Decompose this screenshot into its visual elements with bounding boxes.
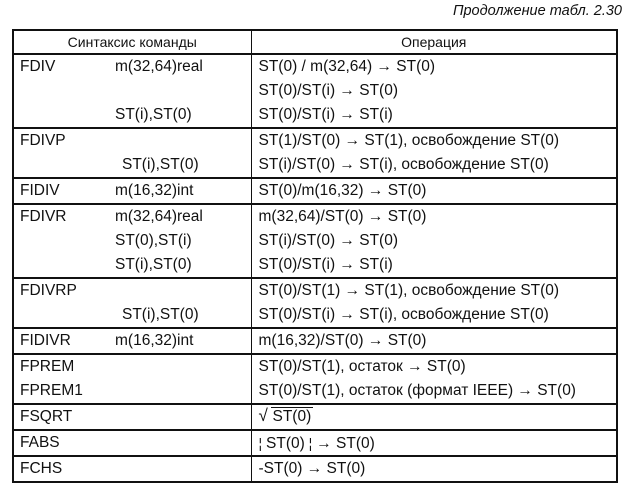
abs-bar: ¦: [258, 435, 267, 451]
operation-line: [252, 355, 617, 379]
operation-cell: [251, 404, 617, 430]
syntax-cell: [13, 54, 251, 128]
table-row: [13, 54, 617, 128]
operation-line: [252, 229, 617, 253]
syntax-line: [14, 79, 251, 103]
mnemonic: FIDIVR: [20, 332, 71, 349]
operation-text: ST(0)/m(16,32) → ST(0): [258, 182, 427, 199]
table-row: [13, 354, 617, 404]
operation-text: ST(0)/ST(1) → ST(1), освобождение ST(0): [258, 282, 560, 299]
syntax-cell: [13, 178, 251, 204]
syntax-line: [14, 279, 251, 303]
operation-text: ST(0)/ST(i) → ST(0): [258, 82, 398, 99]
syntax-line: [14, 55, 251, 79]
operation-cell: [251, 278, 617, 328]
mnemonic: FPREM: [20, 358, 75, 375]
syntax-cell: [13, 278, 251, 328]
operation-line: [252, 205, 617, 229]
operand: m(32,64)real: [115, 208, 203, 225]
operation-line: [252, 405, 617, 429]
sqrt-operand: ST(0): [272, 408, 312, 425]
table-row: [13, 204, 617, 278]
instruction-group: [13, 354, 617, 404]
instruction-table: [12, 29, 618, 483]
header-row: [13, 30, 617, 54]
operation-text: ST(i)/ST(0) → ST(0): [258, 232, 398, 249]
abs-result: → ST(0): [316, 435, 375, 452]
table-row: [13, 278, 617, 328]
syntax-cell: [13, 128, 251, 178]
mnemonic: FDIV: [20, 58, 56, 75]
operation-text: ST(i)/ST(0) → ST(i), освобождение ST(0): [258, 156, 549, 173]
mnemonic: FABS: [20, 434, 60, 451]
operation-text: -ST(0) → ST(0): [258, 460, 366, 477]
operand: ST(0),ST(i): [115, 232, 192, 249]
syntax-line: [14, 303, 251, 327]
instruction-group: [13, 178, 617, 204]
syntax-cell: [13, 404, 251, 430]
sqrt-expression: [259, 405, 314, 429]
abs-bar: ¦: [304, 435, 317, 451]
mnemonic: FSQRT: [20, 408, 73, 425]
operation-text: ST(0)/ST(1), остаток (формат IEEE) → ST(0): [258, 382, 576, 399]
mnemonic: FCHS: [20, 460, 63, 477]
table-row: [13, 456, 617, 482]
syntax-line: [14, 253, 251, 277]
syntax-line: [14, 329, 251, 353]
operation-text: ST(0)/ST(i) → ST(i): [258, 256, 393, 273]
header-syntax: Синтаксис команды: [13, 30, 251, 54]
operation-text: m(16,32)/ST(0) → ST(0): [258, 332, 427, 349]
table-row: [13, 404, 617, 430]
header-operation: Операция: [251, 30, 617, 54]
syntax-line: [14, 405, 251, 429]
operation-cell: [251, 456, 617, 482]
operation-line: [252, 431, 617, 455]
instruction-group: [13, 278, 617, 328]
instruction-group: [13, 128, 617, 178]
instruction-group: [13, 204, 617, 278]
operation-line: [252, 79, 617, 103]
operand: ST(i),ST(0): [115, 256, 192, 273]
table-row: [13, 178, 617, 204]
operation-text: ST(0)/ST(i) → ST(i), освобождение ST(0): [258, 306, 549, 323]
operation-text: ST(1)/ST(0) → ST(1), освобождение ST(0): [258, 132, 560, 149]
table-row: [13, 328, 617, 354]
operand: m(32,64)real: [115, 58, 203, 75]
syntax-line: [14, 129, 251, 153]
syntax-cell: [13, 354, 251, 404]
instruction-group: [13, 456, 617, 482]
operation-line: [252, 279, 617, 303]
syntax-line: [14, 457, 251, 481]
syntax-line: [14, 355, 251, 379]
operation-line: [252, 179, 617, 203]
operation-line: [252, 329, 617, 353]
mnemonic: FIDIV: [20, 182, 60, 199]
operation-cell: [251, 178, 617, 204]
syntax-cell: [13, 430, 251, 456]
operation-line: [252, 103, 617, 127]
operand: ST(i),ST(0): [122, 156, 199, 173]
syntax-cell: [13, 328, 251, 354]
instruction-group: [13, 430, 617, 456]
operation-cell: [251, 128, 617, 178]
table-row: [13, 128, 617, 178]
table-caption: Продолжение табл. 2.30: [452, 3, 622, 19]
operation-cell: [251, 354, 617, 404]
operation-cell: [251, 54, 617, 128]
operation-cell: [251, 204, 617, 278]
mnemonic: FDIVR: [20, 208, 67, 225]
operation-text: ST(0)/ST(1), остаток → ST(0): [258, 358, 466, 375]
instruction-group: [13, 404, 617, 430]
mnemonic: FPREM1: [20, 382, 83, 399]
instruction-group: [13, 328, 617, 354]
operation-text: ST(0)/ST(i) → ST(i): [258, 106, 393, 123]
operand: ST(i),ST(0): [115, 106, 192, 123]
operand: m(16,32)int: [115, 332, 194, 349]
mnemonic: FDIVP: [20, 132, 66, 149]
syntax-cell: [13, 456, 251, 482]
instruction-group: [13, 54, 617, 128]
abs-expression: [259, 435, 375, 452]
operation-line: [252, 253, 617, 277]
syntax-line: [14, 379, 251, 403]
operation-line: [252, 379, 617, 403]
operation-cell: [251, 328, 617, 354]
syntax-line: [14, 153, 251, 177]
syntax-line: [14, 205, 251, 229]
sqrt-symbol: √: [258, 406, 268, 425]
syntax-line: [14, 229, 251, 253]
operand: m(16,32)int: [115, 182, 194, 199]
syntax-cell: [13, 204, 251, 278]
operation-text: m(32,64)/ST(0) → ST(0): [258, 208, 427, 225]
abs-operand: ST(0): [266, 435, 305, 452]
operation-cell: [251, 430, 617, 456]
syntax-line: [14, 179, 251, 203]
mnemonic: FDIVRP: [20, 282, 77, 299]
syntax-line: [14, 103, 251, 127]
operation-text: ST(0) / m(32,64) → ST(0): [258, 58, 436, 75]
operation-line: [252, 55, 617, 79]
syntax-line: [14, 431, 251, 455]
operand: ST(i),ST(0): [122, 306, 199, 323]
operation-line: [252, 303, 617, 327]
table-row: [13, 430, 617, 456]
operation-line: [252, 457, 617, 481]
operation-line: [252, 129, 617, 153]
operation-line: [252, 153, 617, 177]
